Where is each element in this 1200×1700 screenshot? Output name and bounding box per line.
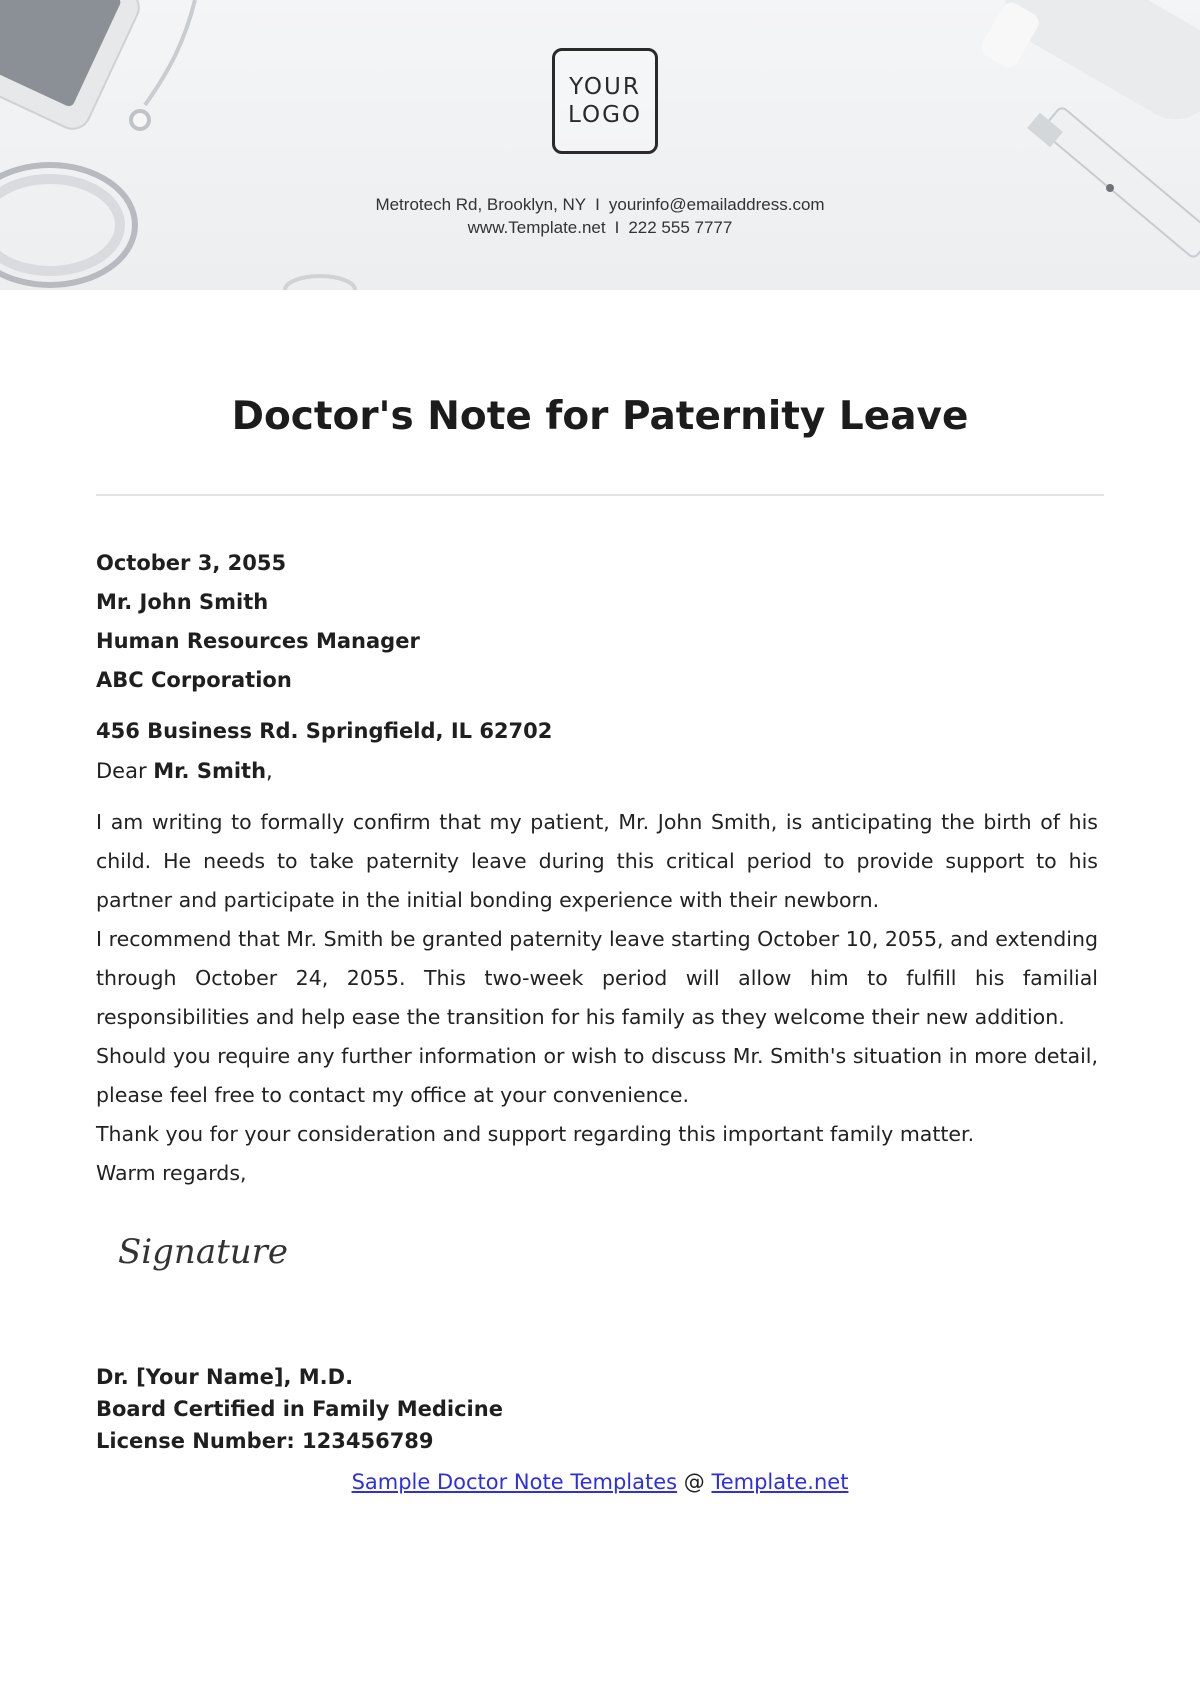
body-paragraph-3: Should you require any further information or wish to discuss Mr. Smith's situation in more detail, please feel free to contact my office at your convenience. xyxy=(96,1044,1098,1107)
body-paragraph-4: Thank you for your consideration and support regarding this important family matter. xyxy=(96,1122,975,1146)
company-logo xyxy=(552,48,658,154)
recipient-name: Mr. John Smith xyxy=(96,590,269,614)
footer-credit xyxy=(0,1470,1200,1494)
letter-body xyxy=(96,803,1098,1193)
recipient-company: ABC Corporation xyxy=(96,668,292,692)
letter-date: October 3, 2055 xyxy=(96,551,287,575)
company-website: www.Template.net xyxy=(467,218,606,237)
recipient-address: 456 Business Rd. Springfield, IL 62702 xyxy=(96,719,553,743)
document-title: Doctor's Note for Paternity Leave xyxy=(231,394,969,439)
salutation-suffix: , xyxy=(266,759,273,783)
separator: I xyxy=(614,218,620,237)
tablet-icon xyxy=(0,0,145,135)
doctor-license: License Number: 123456789 xyxy=(96,1429,434,1453)
company-phone: 222 555 7777 xyxy=(628,218,733,237)
doctor-certification: Board Certified in Family Medicine xyxy=(96,1397,503,1421)
salutation xyxy=(96,757,273,785)
logo-line-1: YOUR xyxy=(569,74,641,100)
salutation-prefix: Dear xyxy=(96,759,154,783)
signature-image: Signature xyxy=(118,1232,289,1272)
company-email: yourinfo@emailaddress.com xyxy=(608,195,825,214)
contact-line-2 xyxy=(0,218,1200,238)
template-net-link[interactable]: Template.net xyxy=(711,1470,849,1494)
footer-at: @ xyxy=(683,1470,705,1494)
body-paragraph-2: I recommend that Mr. Smith be granted paternity leave starting October 10, 2055, and extending through October 24, 2055. This two-week period will allow him to fulfill his familial responsibilities and help ease the transition for his family as they welcome their new addition. xyxy=(96,927,1098,1029)
doctor-name: Dr. [Your Name], M.D. xyxy=(96,1365,354,1389)
contact-line-1 xyxy=(0,195,1200,215)
closing: Warm regards, xyxy=(96,1161,247,1185)
recipient-position: Human Resources Manager xyxy=(96,629,420,653)
separator: I xyxy=(595,195,600,214)
logo-line-2: LOGO xyxy=(567,102,643,128)
company-address: Metrotech Rd, Brooklyn, NY xyxy=(375,195,587,214)
body-paragraph-1: I am writing to formally confirm that my patient, Mr. John Smith, is anticipating the birth of his child. He needs to take paternity leave during this critical period to provide support to his partner and participate in the initial bonding experience with their newborn. xyxy=(96,810,1098,912)
title-divider xyxy=(96,494,1104,496)
salutation-name: Mr. Smith xyxy=(153,759,267,783)
header-banner xyxy=(0,0,1200,290)
sample-templates-link[interactable]: Sample Doctor Note Templates xyxy=(351,1470,678,1494)
